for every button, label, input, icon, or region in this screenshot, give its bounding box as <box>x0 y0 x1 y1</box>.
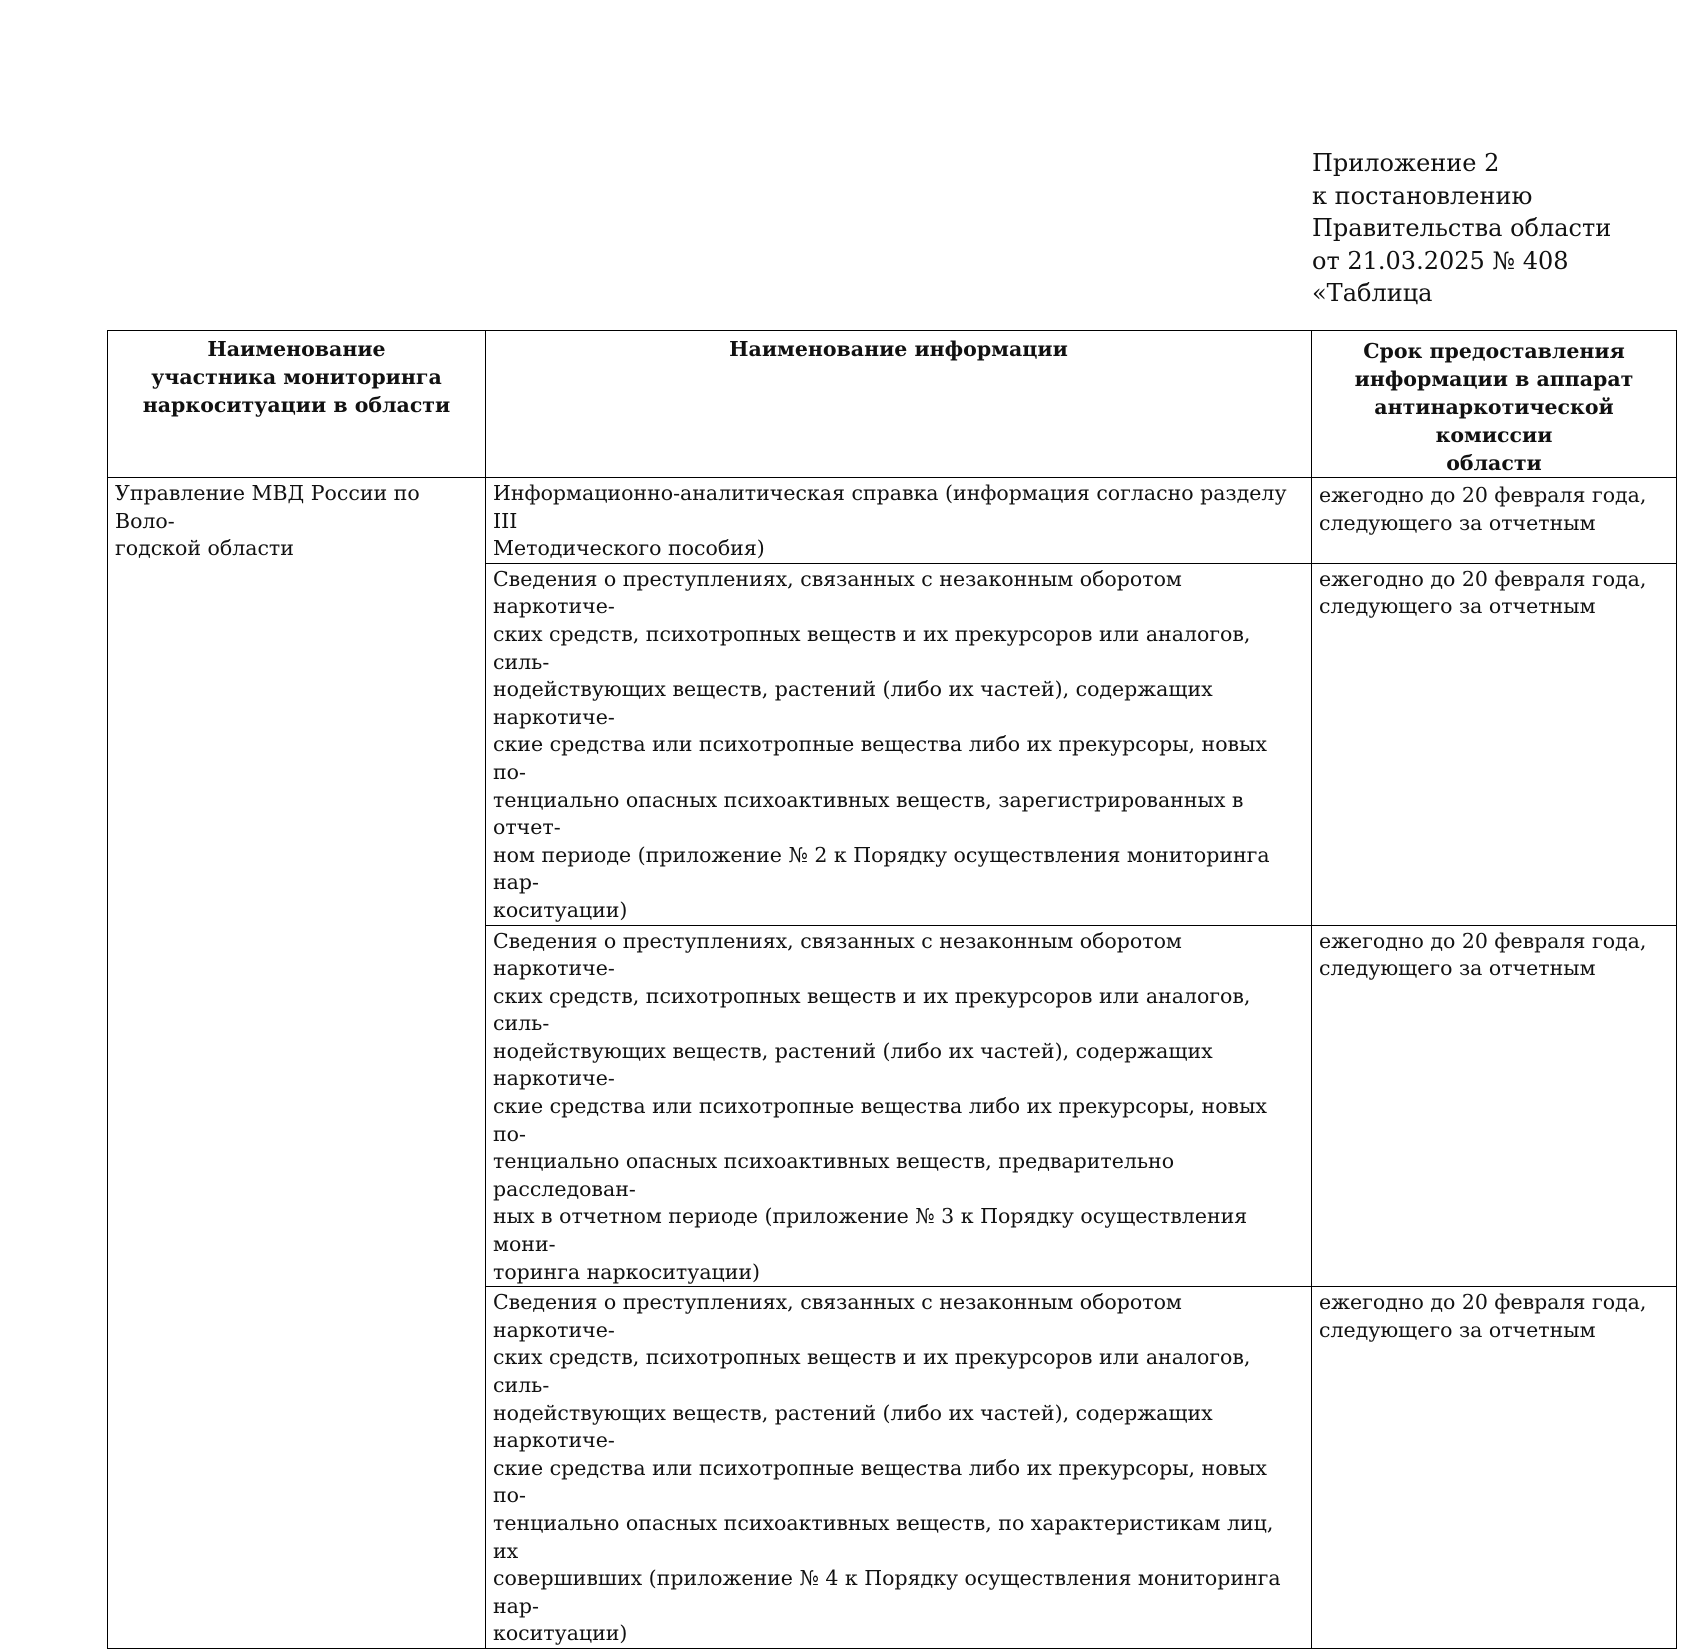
info-cell: Информационно-аналитическая справка (информация согласно разделу III Методического пособия) <box>486 478 1312 564</box>
deadline-cell: ежегодно до 20 февраля года, следующего за отчетным <box>1312 563 1677 925</box>
deadline-cell: ежегодно до 20 февраля года, следующего за отчетным <box>1312 925 1677 1287</box>
header-info: Наименование информации <box>486 331 1312 478</box>
deadline-cell: ежегодно до 20 февраля года, следующего за отчетным <box>1312 1287 1677 1649</box>
deadline-cell: ежегодно до 20 февраля года, следующего за отчетным <box>1312 478 1677 564</box>
appendix-line: от 21.03.2025 № 408 <box>1312 246 1569 275</box>
appendix-line: Правительства области <box>1312 214 1612 242</box>
monitoring-table <box>107 330 1677 1649</box>
header-participant: Наименование участника мониторинга наркоситуации в области <box>108 331 486 478</box>
appendix-line: «Таблица <box>1312 279 1433 307</box>
participant-cell: Управление МВД России по Воло- годской области <box>108 478 486 1649</box>
info-cell: Сведения о преступлениях, связанных с незаконным оборотом наркотиче- ских средств, психотропных веществ и их прекурсоров или аналогов, силь- нодействующих веществ, растений (либо их частей), содержащих наркотиче- ские средства или психотропные вещества либо их прекурсоры, новых по- тенциально опасных психоактивных веществ, по характеристикам лиц, их совершивших (приложение № 4 к Порядку осуществления мониторинга нар- коситуации) <box>486 1287 1312 1649</box>
appendix-block <box>1312 147 1611 310</box>
header-deadline: Срок предоставления информации в аппарат антинаркотической комиссии области <box>1312 331 1677 478</box>
appendix-line: к постановлению <box>1312 181 1533 210</box>
table-header-row <box>108 331 1677 478</box>
table-row <box>108 478 1677 564</box>
info-cell: Сведения о преступлениях, связанных с незаконным оборотом наркотиче- ских средств, психотропных веществ и их прекурсоров или аналогов, силь- нодействующих веществ, растений (либо их частей), содержащих наркотиче- ские средства или психотропные вещества либо их прекурсоры, новых по- тенциально опасных психоактивных веществ, зарегистрированных в отчет- ном периоде (приложение № 2 к Порядку осуществления мониторинга нар- коситуации) <box>486 563 1312 925</box>
info-cell: Сведения о преступлениях, связанных с незаконным оборотом наркотиче- ских средств, психотропных веществ и их прекурсоров или аналогов, силь- нодействующих веществ, растений (либо их частей), содержащих наркотиче- ские средства или психотропные вещества либо их прекурсоры, новых по- тенциально опасных психоактивных веществ, предварительно расследован- ных в отчетном периоде (приложение № 3 к Порядку осуществления мони- торинга наркоситуации) <box>486 925 1312 1287</box>
appendix-line: Приложение 2 <box>1312 149 1500 177</box>
